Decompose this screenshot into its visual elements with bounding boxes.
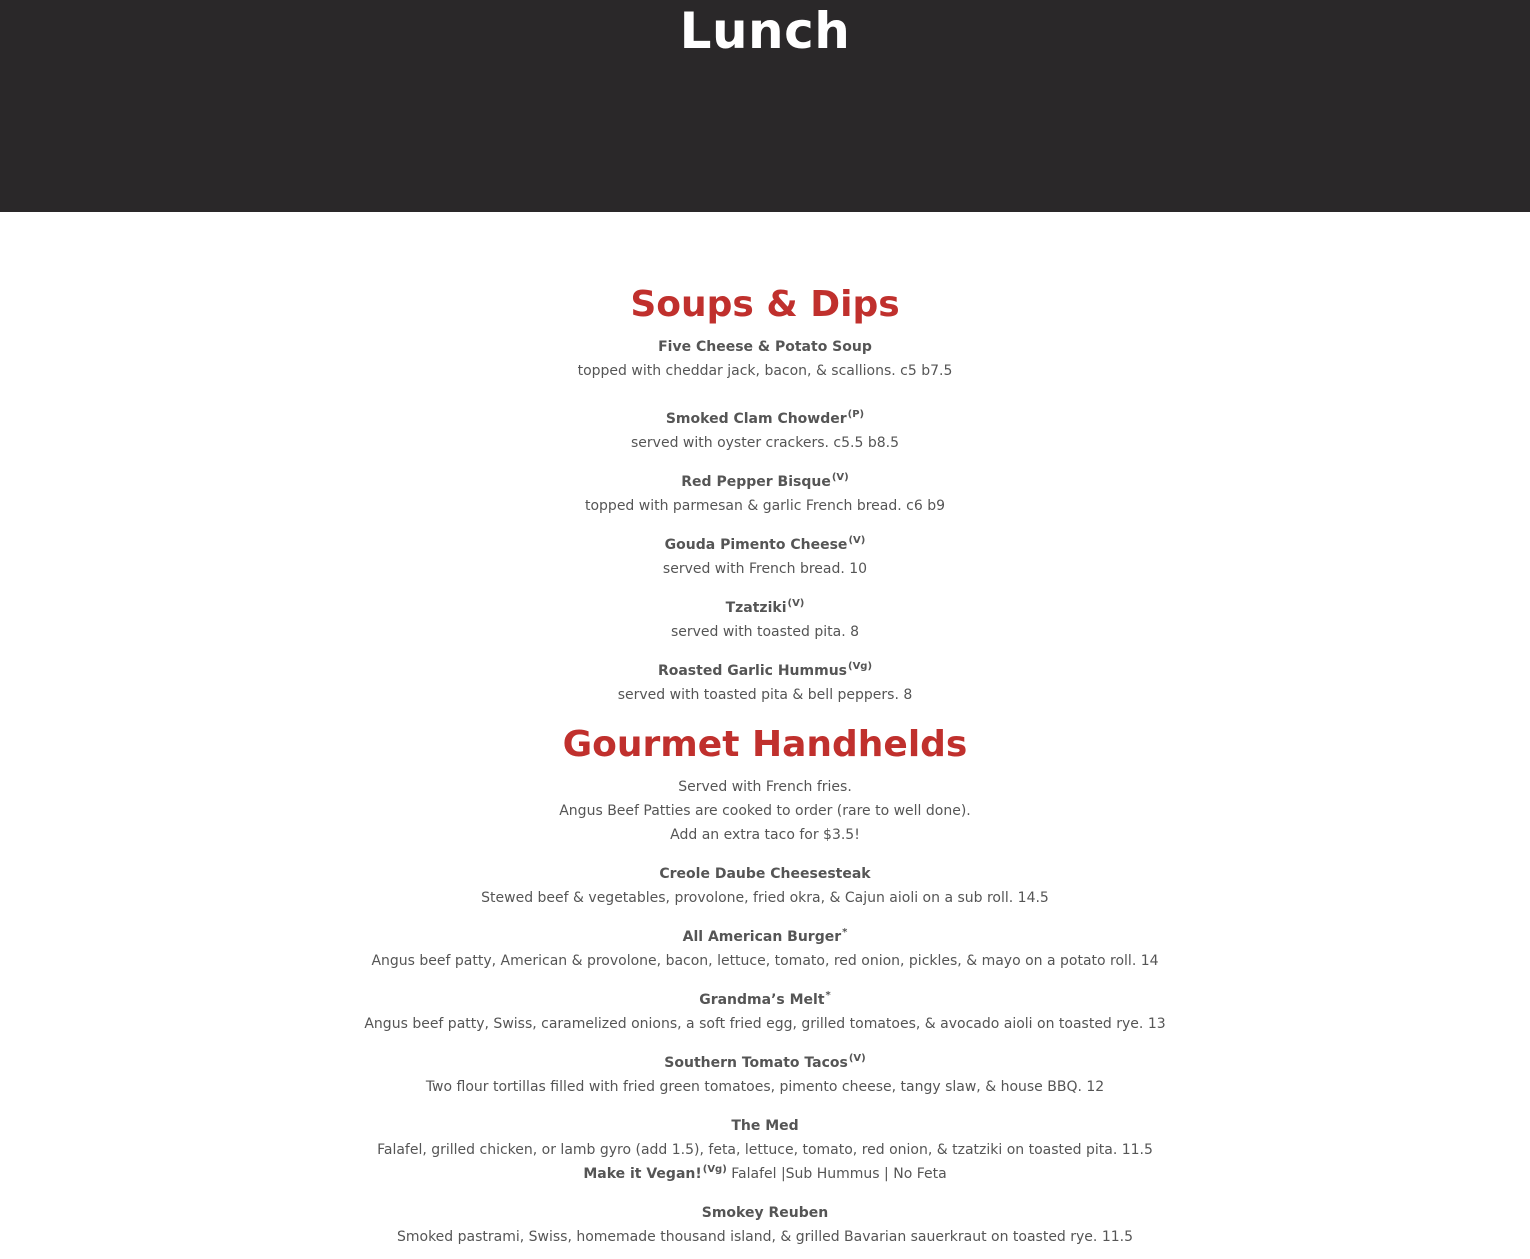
menu-item-smokey-reuben [0, 1201, 1530, 1249]
menu-item-grandmas-melt [0, 988, 1530, 1036]
item-name: Red Pepper Bisque$^{(V)}$ [681, 472, 849, 490]
menu-item-smoked-clam-chowder [0, 407, 1530, 455]
item-description: Stewed beef & vegetables, provolone, fried okra, & Cajun aioli on a sub roll. 14.5 [481, 890, 1049, 906]
item-name: Smoked Clam Chowder$^{(P)}$ [665, 409, 865, 427]
menu-item-the-med [0, 1114, 1530, 1186]
menu-item-southern-tomato-tacos [0, 1051, 1530, 1099]
menu-item-roasted-garlic-hummus [0, 659, 1530, 707]
item-name: Creole Daube Cheesesteak [659, 866, 871, 882]
item-name: Southern Tomato Tacos$^{(V)}$ [664, 1053, 866, 1071]
item-description: topped with parmesan & garlic French bread. c6 b9 [584, 498, 946, 514]
page-title: Lunch [679, 2, 851, 60]
dietary-mark: (Vg) [848, 661, 873, 672]
item-name: Tzatziki$^{(V)}$ [725, 598, 805, 616]
section-title-handhelds: Gourmet Handhelds [562, 724, 968, 765]
dietary-mark: (V) [831, 472, 849, 483]
section-note: Served with French fries. [678, 779, 852, 795]
item-description: topped with cheddar jack, bacon, & scallions. c5 b7.5 [577, 363, 953, 379]
item-name: Smokey Reuben [701, 1205, 829, 1221]
item-description: served with toasted pita. 8 [670, 624, 860, 640]
item-description: Two flour tortillas filled with fried green tomatoes, pimento cheese, tangy slaw, & house BBQ. 12 [425, 1079, 1105, 1095]
menu-item-red-pepper-bisque [0, 470, 1530, 518]
section-note: Add an extra taco for $3.5! [670, 827, 860, 843]
item-description: served with oyster crackers. c5.5 b8.5 [631, 435, 899, 451]
menu-item-five-cheese-potato-soup [0, 335, 1530, 383]
vegan-option-label: Make it Vegan! [583, 1166, 702, 1182]
menu-item-creole-daube-cheesesteak [0, 862, 1530, 910]
menu-content [0, 283, 1530, 1249]
dietary-mark: (V) [848, 535, 866, 546]
vegan-option [0, 1162, 1530, 1186]
dietary-mark: (Vg) [702, 1164, 727, 1175]
item-description: Angus beef patty, Swiss, caramelized onions, a soft fried egg, grilled tomatoes, & avocado aioli on toasted rye. 13 [364, 1016, 1166, 1032]
item-description: served with French bread. 10 [662, 561, 868, 577]
section-notes [0, 775, 1530, 847]
section-note: Angus Beef Patties are cooked to order (rare to well done). [559, 803, 971, 819]
item-description: Smoked pastrami, Swiss, homemade thousand island, & grilled Bavarian sauerkraut on toasted rye. 11.5 [396, 1229, 1133, 1245]
item-description: Falafel, grilled chicken, or lamb gyro (add 1.5), feta, lettuce, tomato, red onion, & tzatziki on toasted pita. 11.5 [377, 1142, 1153, 1158]
soups-section [0, 283, 1530, 707]
hero-banner [0, 0, 1530, 212]
dietary-mark: * [825, 990, 831, 1001]
dietary-mark: (V) [848, 1053, 866, 1064]
dietary-mark: (P) [847, 409, 865, 420]
item-name: Grandma’s Melt* [699, 990, 831, 1008]
section-title-soups: Soups & Dips [630, 284, 900, 325]
item-name: All American Burger* [682, 927, 848, 945]
item-description: Angus beef patty, American & provolone, bacon, lettuce, tomato, red onion, pickles, & mayo on a potato roll. 14 [371, 953, 1159, 969]
dietary-mark: * [842, 927, 848, 938]
menu-item-tzatziki [0, 596, 1530, 644]
menu-item-gouda-pimento-cheese [0, 533, 1530, 581]
item-description: served with toasted pita & bell peppers. 8 [617, 687, 913, 703]
item-name: Five Cheese & Potato Soup [658, 339, 872, 355]
item-name: The Med [731, 1118, 799, 1134]
vegan-option-text: Falafel |Sub Hummus | No Feta [726, 1166, 947, 1182]
item-name: Gouda Pimento Cheese$^{(V)}$ [664, 535, 866, 553]
dietary-mark: (V) [787, 598, 805, 609]
menu-item-all-american-burger [0, 925, 1530, 973]
item-name: Roasted Garlic Hummus$^{(Vg)}$ [657, 661, 873, 679]
handhelds-section [0, 723, 1530, 1249]
